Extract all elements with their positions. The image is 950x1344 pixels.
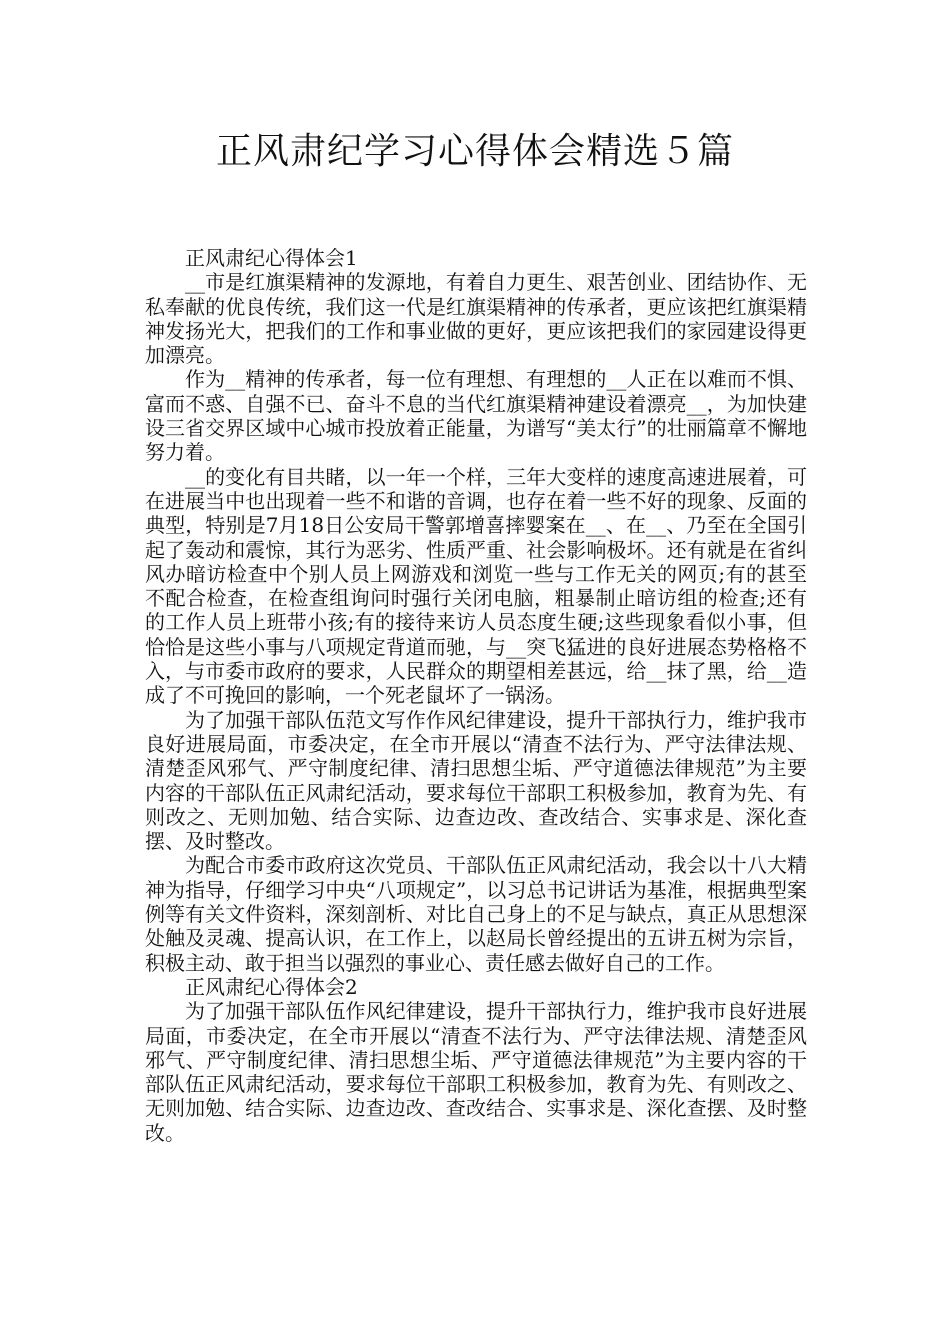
- section-heading: 正风肃纪心得体会1: [185, 246, 358, 270]
- section-heading: 正风肃纪心得体会2: [185, 974, 358, 999]
- paragraph: 作为__精神的传承者，每一位有理想、有理想的__人正在以难而不惧、富而不惑、自强不已、奋斗不息的当代红旗渠精神建设着漂亮__，为加快建设三省交界区域中心城市投放着正能量，为谱写“美太行”的壮丽篇章不懈地努力着。: [145, 367, 807, 465]
- paragraph: 为了加强干部队伍作风纪律建设，提升干部执行力，维护我市良好进展局面，市委决定，在全市开展以“清查不法行为、严守法律法规、清楚歪风邪气、严守制度纪律、清扫思想尘垢、严守道德法律规范”为主要内容的干部队伍正风肃纪活动，要求每位干部职工积极参加，教育为先、有则改之、无则加勉、结合实际、边查边改、查改结合、实事求是、深化查摆、及时整改。: [145, 999, 807, 1145]
- paragraph: 为了加强干部队伍范文写作作风纪律建设，提升干部执行力，维护我市良好进展局面，市委决定，在全市开展以“清查不法行为、严守法律法规、清楚歪风邪气、严守制度纪律、清扫思想尘垢、严守道德法律规范”为主要内容的干部队伍正风肃纪活动，要求每位干部职工积极参加，教育为先、有则改之、无则加勉、结合实际、边查边改、查改结合、实事求是、深化查摆、及时整改。: [145, 707, 807, 854]
- paragraph: 为配合市委市政府这次党员、干部队伍正风肃纪活动，我会以十八大精神为指导，仔细学习中央“八项规定”，以习总书记讲话为基准，根据典型案例等有关文件资料，深刻剖析、对比自己身上的不足与缺点，真正从思想深处触及灵魂、提高认识，在工作上，以赵局长曾经提出的五讲五树为宗旨，积极主动、敢于担当以强烈的事业心、责任感去做好自己的工作。: [145, 853, 807, 975]
- document-body: [145, 246, 807, 1145]
- paragraph: __市是红旗渠精神的发源地，有着自力更生、艰苦创业、团结协作、无私奉献的优良传统，我们这一代是红旗渠精神的传承者，更应该把红旗渠精神发扬光大，把我们的工作和事业做的更好，更应该把我们的家园建设得更加漂亮。: [145, 270, 807, 368]
- document-title: 正风肃纪学习心得体会精选５篇: [215, 131, 734, 172]
- paragraph: __的变化有目共睹，以一年一个样，三年大变样的速度高速进展着，可在进展当中也出现着一些不和谐的音调，也存在着一些不好的现象、反面的典型，特别是7月18日公安局干警郭增喜摔婴案在__、在__、乃至在全国引起了轰动和震惊，其行为恶劣、性质严重、社会影响极坏。还有就是在省纠风办暗访检查中个别人员上网游戏和浏览一些与工作无关的网页;有的甚至不配合检查，在检查组询问时强行关闭电脑，粗暴制止暗访组的检查;还有的工作人员上班带小孩;有的接待来访人员态度生硬;这些现象看似小事，但恰恰是这些小事与八项规定背道而驰，与__突飞猛进的良好进展态势格格不入，与市委市政府的要求，人民群众的期望相差甚远，给__抹了黑，给__造成了不可挽回的影响，一个死老鼠坏了一锅汤。: [145, 464, 807, 708]
